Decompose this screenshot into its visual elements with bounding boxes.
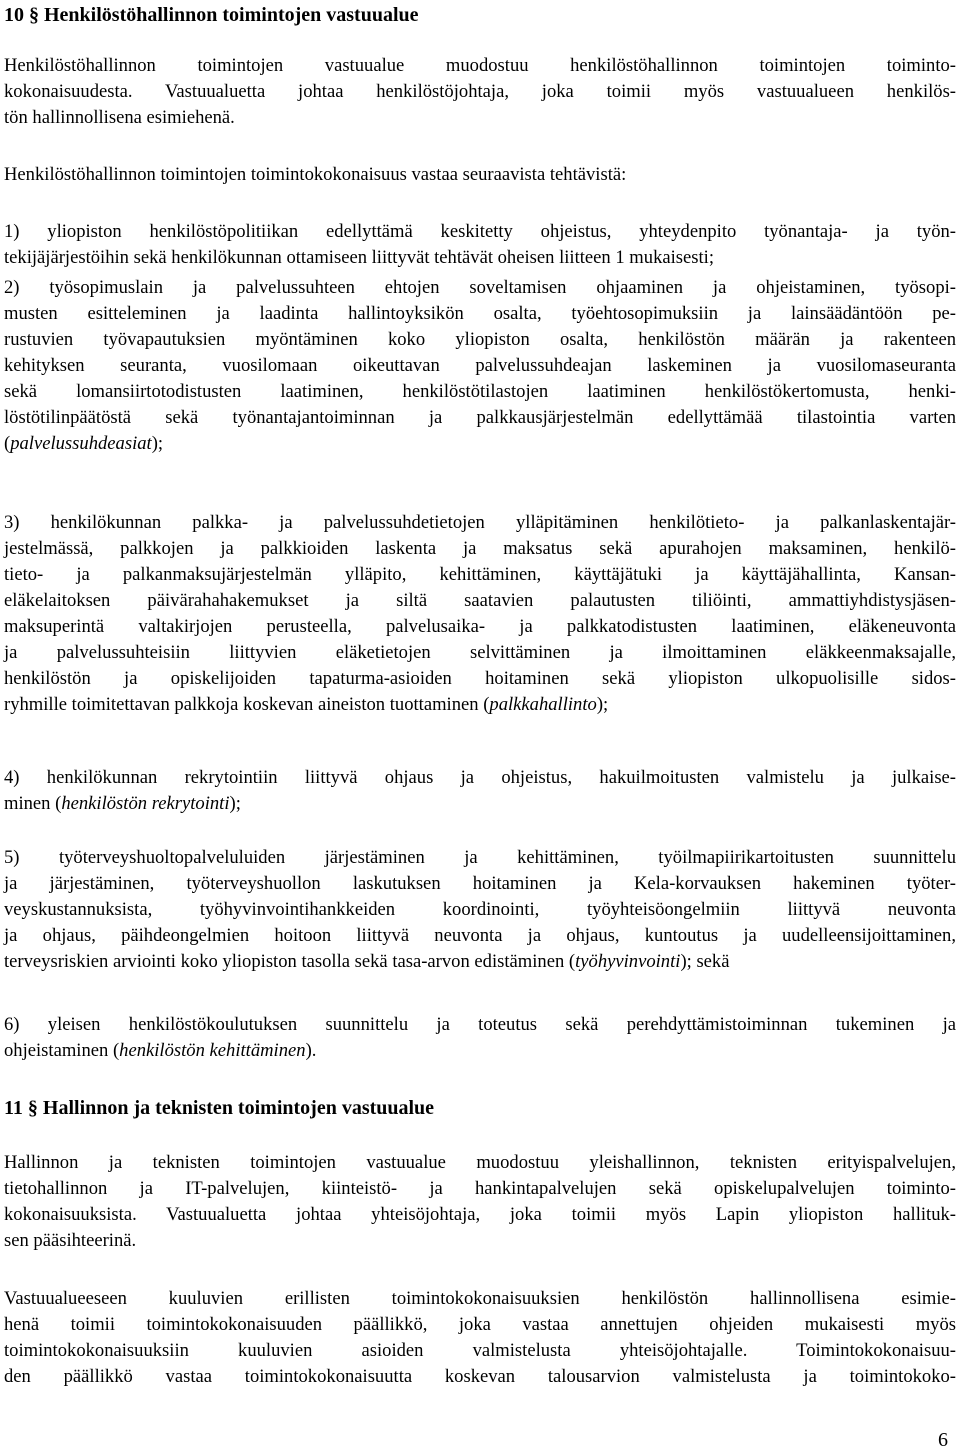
text-line: 2) työsopimuslain ja palvelussuhteen ehtojen soveltamisen ohjaaminen ja ohjeistaminen, työsopi- bbox=[4, 277, 956, 298]
text-line: 3) henkilökunnan palkka- ja palvelussuhdetietojen ylläpitäminen henkilötieto- ja palkanlaskentajär- bbox=[4, 512, 956, 533]
text-line: sekä lomansiirtotodistusten laatiminen, henkilöstötilastojen laatiminen henkilöstökertomusta, henki- bbox=[4, 381, 956, 402]
text-line: Vastuualueeseen kuuluvien erillisten toimintokokonaisuuksien henkilöstön hallinnollisena esimie- bbox=[4, 1288, 956, 1309]
text-line: 6) yleisen henkilöstökoulutuksen suunnittelu ja toteutus sekä perehdyttämistoiminnan tukeminen ja bbox=[4, 1014, 956, 1035]
text-line: Henkilöstöhallinnon toimintojen vastuualue muodostuu henkilöstöhallinnon toimintojen toiminto- bbox=[4, 55, 956, 76]
paragraph bbox=[4, 1150, 956, 1254]
page-number: 6 bbox=[938, 1429, 948, 1451]
list-item-3 bbox=[4, 510, 956, 718]
list-item-1 bbox=[4, 219, 956, 271]
text-line: ja järjestäminen, työterveyshuollon laskutuksen hoitaminen ja Kela-korvauksen hakeminen työter- bbox=[4, 873, 956, 894]
text-line: henkilöstön ja opiskelijoiden tapaturma-asioiden hoitaminen sekä yliopiston ulkopuolisille sidos- bbox=[4, 668, 956, 689]
text-line: kokonaisuudesta. Vastuualuetta johtaa henkilöstöjohtaja, joka toimii myös vastuualueen henkilös- bbox=[4, 81, 956, 102]
text-line: musten esitteleminen ja laadinta hallintoyksikön osalta, työehtosopimuksiin ja lainsäädäntöön pe- bbox=[4, 303, 956, 324]
text-line: 4) henkilökunnan rekrytointiin liittyvä ohjaus ja ohjeistus, hakuilmoitusten valmistelu ja julkaise- bbox=[4, 767, 956, 788]
text-line: den päällikkö vastaa toimintokokonaisuutta koskevan talousarvion valmistelusta ja toimintokoko- bbox=[4, 1366, 956, 1387]
text-line: ohjeistaminen (henkilöstön kehittäminen). bbox=[4, 1040, 317, 1061]
italic-term: palvelussuhdeasiat bbox=[10, 433, 152, 454]
text-line: löstötilinpäätöstä sekä työnantajantoiminnan ja palkkausjärjestelmän edellyttämää tilastointia varten bbox=[4, 407, 956, 428]
text-line: ja palvelussuhteisiin liittyvien eläketietojen selvittäminen ja ilmoittaminen eläkkeenmaksajalle, bbox=[4, 642, 956, 663]
italic-term: palkkahallinto bbox=[489, 694, 597, 715]
text-line: tietohallinnon ja IT-palvelujen, kiinteistö- ja hankintapalvelujen sekä opiskelupalvelujen toiminto- bbox=[4, 1178, 956, 1199]
list-item-6 bbox=[4, 1012, 956, 1064]
text-line: 5) työterveyshuoltopalveluluiden järjestäminen ja kehittäminen, työilmapiirikartoitusten suunnittelu bbox=[4, 847, 956, 868]
text-line: tekijäjärjestöihin sekä henkilökunnan ottamiseen liittyvät tehtävät oheisen liitteen 1 mukaisesti; bbox=[4, 247, 715, 268]
text-line: toimintokokonaisuuksiin kuuluvien asioiden valmistelusta yhteisöjohtajalle. Toimintokokonaisuu- bbox=[4, 1340, 956, 1361]
text-line: minen (henkilöstön rekrytointi); bbox=[4, 793, 241, 814]
text-line: (palvelussuhdeasiat); bbox=[4, 433, 164, 454]
section-10-heading: 10 § Henkilöstöhallinnon toimintojen vastuualue bbox=[4, 4, 419, 26]
text-line: tön hallinnollisena esimiehenä. bbox=[4, 107, 235, 128]
paragraph bbox=[4, 53, 956, 131]
text-line: veyskustannuksista, työhyvinvointihankkeiden koordinointi, työyhteisöongelmiin liittyvä neuvonta bbox=[4, 899, 956, 920]
text-line: kokonaisuuksista. Vastuualuetta johtaa yhteisöjohtaja, joka toimii myös Lapin yliopiston hallituk- bbox=[4, 1204, 956, 1225]
text-line: maksuperintä valtakirjojen perusteella, palvelusaika- ja palkkatodistusten laatiminen, eläkeneuvonta bbox=[4, 616, 956, 637]
text-line: Hallinnon ja teknisten toimintojen vastuualue muodostuu yleishallinnon, teknisten erityispalvelujen, bbox=[4, 1152, 956, 1173]
list-item-2 bbox=[4, 275, 956, 457]
text-line: 1) yliopiston henkilöstöpolitiikan edellyttämä keskitetty ohjeistus, yhteydenpito työnantaja- ja työn- bbox=[4, 221, 956, 242]
list-item-5 bbox=[4, 845, 956, 975]
text-line: ja ohjaus, päihdeongelmien hoitoon liittyvä neuvonta ja ohjaus, kuntoutus ja uudelleensijoittaminen, bbox=[4, 925, 956, 946]
text-line: rustuvien työvapautuksien myöntäminen koko yliopiston osalta, henkilöstön määrän ja rakenteen bbox=[4, 329, 956, 350]
section-11-heading: 11 § Hallinnon ja teknisten toimintojen vastuualue bbox=[4, 1097, 435, 1119]
italic-term: työhyvinvointi bbox=[575, 951, 681, 972]
text-line: henä toimii toimintokokonaisuuden päällikkö, joka vastaa annettujen ohjeiden mukaisesti myös bbox=[4, 1314, 956, 1335]
list-item-4 bbox=[4, 765, 956, 817]
text-line: Henkilöstöhallinnon toimintojen toimintokokonaisuus vastaa seuraavista tehtävistä: bbox=[4, 164, 627, 185]
text-line: eläkelaitoksen päivärahahakemukset ja siltä saatavien palautusten tiliöinti, ammattiyhdistysjäsen- bbox=[4, 590, 956, 611]
text-line: sen pääsihteerinä. bbox=[4, 1230, 137, 1251]
text-line: tieto- ja palkanmaksujärjestelmän ylläpito, kehittäminen, käyttäjätuki ja käyttäjähallinta, Kansan- bbox=[4, 564, 956, 585]
italic-term: henkilöstön rekrytointi bbox=[61, 793, 230, 814]
text-line: terveysriskien arviointi koko yliopiston tasolla sekä tasa-arvon edistäminen (työhyvinvointi); sekä bbox=[4, 951, 730, 972]
text-line: ryhmille toimitettavan palkkoja koskevan aineiston tuottaminen (palkkahallinto); bbox=[4, 694, 609, 715]
paragraph bbox=[4, 1286, 956, 1390]
text-line: jestelmässä, palkkojen ja palkkioiden laskenta ja maksatus sekä apurahojen maksaminen, henkilö- bbox=[4, 538, 956, 559]
italic-term: henkilöstön kehittäminen bbox=[119, 1040, 306, 1061]
text-line: kehityksen seuranta, vuosilomaan oikeuttavan palvelussuhdeajan laskeminen ja vuosilomaseuranta bbox=[4, 355, 956, 376]
paragraph bbox=[4, 162, 956, 188]
